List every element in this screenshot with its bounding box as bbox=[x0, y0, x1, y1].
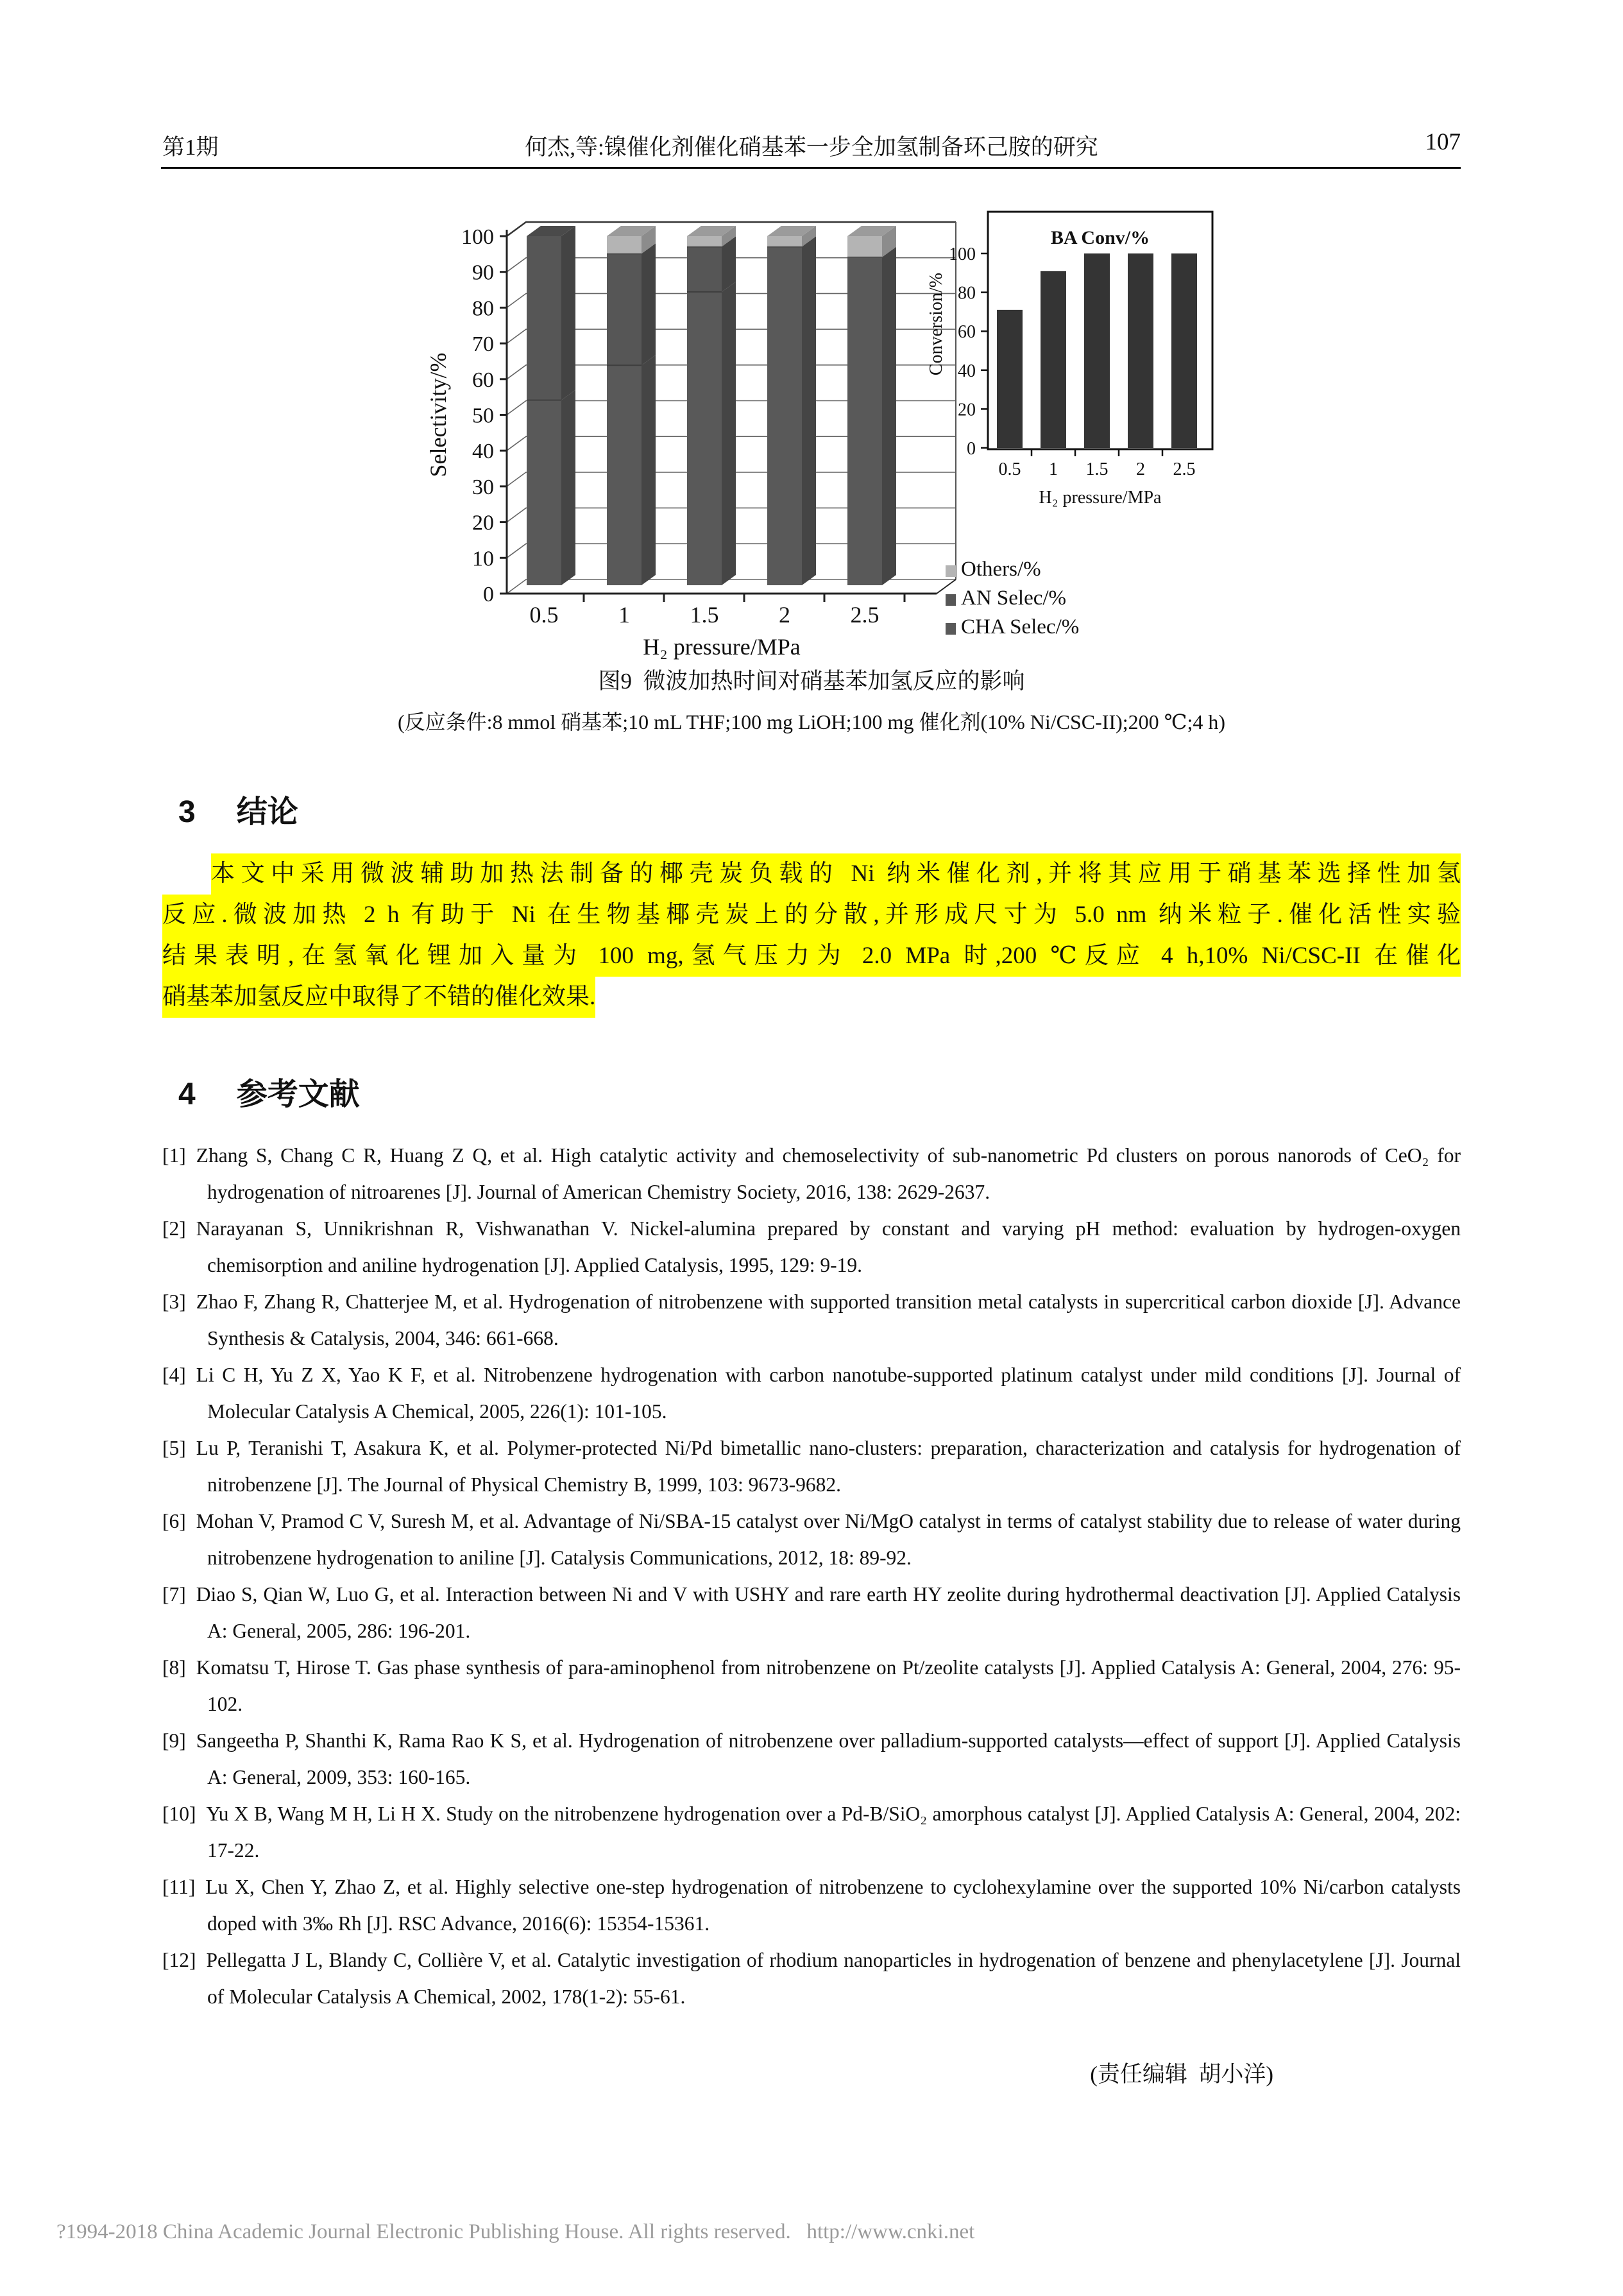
reference-item bbox=[162, 1722, 1461, 1795]
reference-number: [2] bbox=[162, 1217, 186, 1240]
reference-number: [7] bbox=[162, 1583, 186, 1606]
svg-text:80: 80 bbox=[472, 296, 494, 321]
svg-text:30: 30 bbox=[472, 475, 494, 499]
svg-text:AN Selec/%: AN Selec/% bbox=[961, 587, 1067, 610]
reference-text: Zhang S, Chang C R, Huang Z Q, et al. High catalytic activity and chemoselectivity of sub-nanometric Pd clusters on porous nanorods of CeO₂ for hydrogenation of nitroarenes [J]. Journal of American Chemistry Society, 2016, 138: 2629-2637. bbox=[196, 1144, 1461, 1203]
svg-text:H₂ pressure/MPa: H₂ pressure/MPa bbox=[1039, 488, 1162, 508]
svg-text:2: 2 bbox=[779, 602, 790, 628]
svg-text:0.5: 0.5 bbox=[998, 459, 1021, 479]
reference-number: [9] bbox=[162, 1729, 186, 1752]
reference-text: Lu P, Teranishi T, Asakura K, et al. Polymer-protected Ni/Pd bimetallic nano-clusters: preparation, characterization and catalysis for hydrogenation of nitrobenzene [J]. The Journal of Physical Chemistry B, 1999, 103: 9673-9682. bbox=[196, 1437, 1461, 1496]
reference-text: Komatsu T, Hirose T. Gas phase synthesis of para-aminophenol from nitrobenzene on Pt/zeolite catalysts [J]. Applied Catalysis A: General, 2004, 276: 95-102. bbox=[196, 1656, 1461, 1715]
conclusion-line: 硝基苯加氢反应中取得了不错的催化效果. bbox=[162, 977, 1461, 1018]
conclusion-paragraph bbox=[162, 853, 1461, 1018]
reference-item bbox=[162, 1283, 1461, 1357]
reference-number: [5] bbox=[162, 1437, 186, 1459]
reference-text: Li C H, Yu Z X, Yao K F, et al. Nitrobenzene hydrogenation with carbon nanotube-supported platinum catalyst under mild conditions [J]. Journal of Molecular Catalysis A Chemical, 2005, 226(1): 101-105. bbox=[196, 1364, 1461, 1423]
svg-text:2: 2 bbox=[1136, 459, 1145, 479]
svg-text:40: 40 bbox=[472, 440, 494, 464]
svg-text:BA Conv/%: BA Conv/% bbox=[1050, 227, 1150, 248]
svg-text:Others/%: Others/% bbox=[961, 558, 1041, 581]
figure-caption: 图9 微波加热时间对硝基苯加氢反应的影响 bbox=[598, 669, 1025, 694]
svg-text:60: 60 bbox=[472, 368, 494, 392]
svg-text:70: 70 bbox=[472, 332, 494, 357]
conclusion-line: 本文中采用微波辅助加热法制备的椰壳炭负载的 Ni 纳米催化剂,并将其应用于硝基苯选择性加氢 bbox=[162, 853, 1461, 895]
selectivity-conversion-chart bbox=[378, 186, 1379, 693]
reference-item bbox=[162, 1869, 1461, 1942]
reference-text: Lu X, Chen Y, Zhao Z, et al. Highly selective one-step hydrogenation of nitrobenzene to cyclohexylamine over the supported 10% Ni/carbon catalysts doped with 3‰ Rh [J]. RSC Advance, 2016(6): 15354-15361. bbox=[205, 1876, 1461, 1935]
svg-text:80: 80 bbox=[958, 283, 976, 304]
reference-number: [10] bbox=[162, 1803, 196, 1825]
journal-issue: 第1期 bbox=[162, 135, 219, 160]
section-4-number: 4 bbox=[178, 1077, 196, 1111]
cnki-copyright-footer: ?1994-2018 China Academic Journal Electronic Publishing House. All rights reserved. http://www.cnki.net bbox=[56, 2220, 975, 2243]
section-4-title: 参考文献 bbox=[236, 1077, 360, 1111]
svg-text:2.5: 2.5 bbox=[850, 602, 879, 628]
svg-text:CHA Selec/%: CHA Selec/% bbox=[961, 615, 1080, 638]
svg-text:90: 90 bbox=[472, 261, 494, 285]
reference-item bbox=[162, 1576, 1461, 1649]
reference-list bbox=[162, 1137, 1461, 2015]
svg-text:100: 100 bbox=[949, 244, 976, 264]
svg-text:1.5: 1.5 bbox=[690, 602, 719, 628]
main-3d-chart bbox=[425, 222, 956, 660]
svg-text:Selectivity/%: Selectivity/% bbox=[425, 352, 451, 477]
figure-9 bbox=[378, 186, 1379, 693]
reference-item bbox=[162, 1430, 1461, 1503]
running-title: 何杰,等:镍催化剂催化硝基苯一步全加氢制备环己胺的研究 bbox=[525, 135, 1098, 160]
svg-text:2.5: 2.5 bbox=[1173, 459, 1196, 479]
reference-number: [1] bbox=[162, 1144, 186, 1167]
svg-text:50: 50 bbox=[472, 404, 494, 428]
reference-text: Sangeetha P, Shanthi K, Rama Rao K S, et al. Hydrogenation of nitrobenzene over palladium-supported catalysts—effect of support [J]. Applied Catalysis A: General, 2009, 353: 160-165. bbox=[196, 1729, 1461, 1788]
reference-text: Yu X B, Wang M H, Li H X. Study on the nitrobenzene hydrogenation over a Pd-B/SiO₂ amorphous catalyst [J]. Applied Catalysis A: General, 2004, 202: 17-22. bbox=[206, 1803, 1461, 1862]
reference-text: Mohan V, Pramod C V, Suresh M, et al. Advantage of Ni/SBA-15 catalyst over Ni/MgO catalyst in terms of catalyst stability due to release of water during nitrobenzene hydrogenation to aniline [J]. Catalysis Communications, 2012, 18: 89-92. bbox=[196, 1510, 1461, 1569]
svg-text:1: 1 bbox=[618, 602, 630, 628]
reference-text: Diao S, Qian W, Luo G, et al. Interaction between Ni and V with USHY and rare earth HY zeolite during hydrothermal deactivation [J]. Applied Catalysis A: General, 2005, 286: 196-201. bbox=[196, 1583, 1461, 1642]
reference-item bbox=[162, 1649, 1461, 1722]
reference-number: [11] bbox=[162, 1876, 196, 1898]
svg-text:H₂ pressure/MPa: H₂ pressure/MPa bbox=[643, 634, 801, 660]
header-rule bbox=[161, 167, 1461, 169]
reference-item bbox=[162, 1137, 1461, 1210]
svg-text:0: 0 bbox=[967, 439, 976, 459]
reference-item bbox=[162, 1357, 1461, 1430]
reference-number: [3] bbox=[162, 1290, 186, 1313]
section-3-heading bbox=[178, 787, 298, 831]
reference-number: [12] bbox=[162, 1949, 196, 1971]
page-number: 107 bbox=[1425, 129, 1461, 155]
inset-conversion-chart bbox=[926, 212, 1212, 508]
svg-text:20: 20 bbox=[958, 400, 976, 420]
section-3-number: 3 bbox=[178, 795, 196, 829]
conclusion-line: 结果表明,在氢氧化锂加入量为 100 mg,氢气压力为 2.0 MPa 时,200 ℃反应 4 h,10% Ni/CSC-II 在催化 bbox=[162, 936, 1461, 977]
section-3-title: 结论 bbox=[236, 795, 298, 829]
reference-text: Zhao F, Zhang R, Chatterjee M, et al. Hydrogenation of nitrobenzene with supported transition metal catalysts in supercritical carbon dioxide [J]. Advance Synthesis & Catalysis, 2004, 346: 661-668. bbox=[196, 1290, 1461, 1349]
svg-text:0: 0 bbox=[483, 583, 494, 606]
reference-number: [4] bbox=[162, 1364, 186, 1386]
chart-legend bbox=[946, 558, 1079, 638]
svg-text:1: 1 bbox=[1049, 459, 1058, 479]
svg-text:40: 40 bbox=[958, 361, 976, 381]
svg-text:60: 60 bbox=[958, 322, 976, 343]
reference-number: [6] bbox=[162, 1510, 186, 1532]
reference-text: Pellegatta J L, Blandy C, Collière V, et al. Catalytic investigation of rhodium nanoparticles in hydrogenation of benzene and phenylacetylene [J]. Journal of Molecular Catalysis A Chemical, 2002, 178(1-2): 55-61. bbox=[206, 1949, 1461, 2008]
reference-item bbox=[162, 1942, 1461, 2015]
svg-text:10: 10 bbox=[472, 547, 494, 571]
reference-item bbox=[162, 1210, 1461, 1283]
reference-number: [8] bbox=[162, 1656, 186, 1679]
reference-item bbox=[162, 1503, 1461, 1576]
svg-text:Conversion/%: Conversion/% bbox=[926, 272, 946, 376]
stacked-bars bbox=[527, 226, 896, 585]
reference-text: Narayanan S, Unnikrishnan R, Vishwanathan V. Nickel-alumina prepared by constant and varying pH method: evaluation by hydrogen-oxygen chemisorption and aniline hydrogenation [J]. Applied Catalysis, 1995, 129: 9-19. bbox=[196, 1217, 1461, 1276]
svg-text:20: 20 bbox=[472, 511, 494, 535]
svg-text:0.5: 0.5 bbox=[529, 602, 559, 628]
editor-note: (责任编辑 胡小洋) bbox=[1090, 2062, 1273, 2087]
svg-text:1.5: 1.5 bbox=[1085, 459, 1109, 479]
conclusion-line: 反应.微波加热 2 h 有助于 Ni 在生物基椰壳炭上的分散,并形成尺寸为 5.0 nm 纳米粒子.催化活性实验 bbox=[162, 895, 1461, 936]
section-4-heading bbox=[178, 1069, 360, 1113]
reference-item bbox=[162, 1795, 1461, 1869]
figure-conditions: (反应条件:8 mmol 硝基苯;10 mL THF;100 mg LiOH;100 mg 催化剂(10% Ni/CSC-II);200 ℃;4 h) bbox=[397, 710, 1225, 733]
svg-text:100: 100 bbox=[461, 225, 494, 249]
